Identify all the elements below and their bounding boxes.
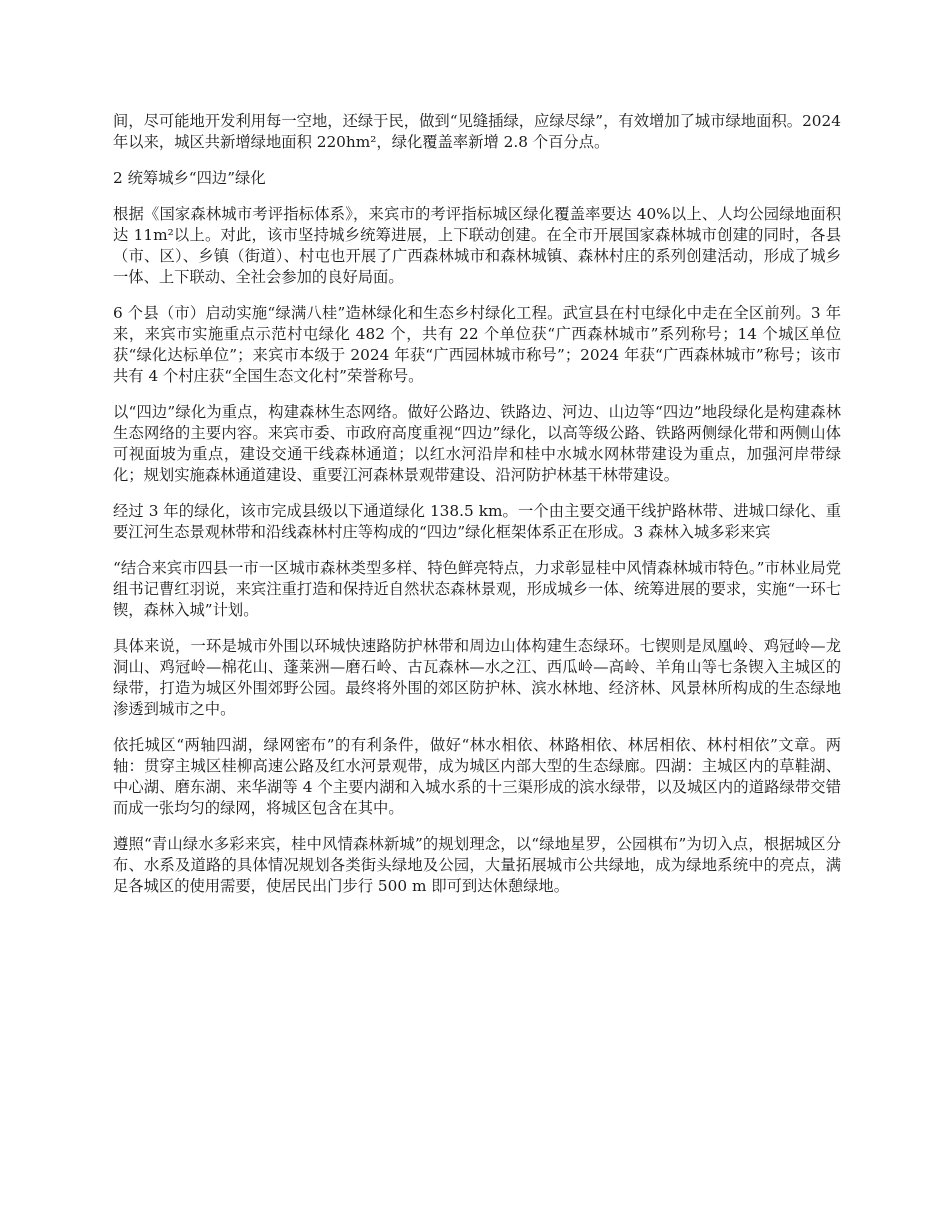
section-heading-urban-rural-greening: 2 统筹城乡“四边”绿化 bbox=[113, 169, 266, 187]
paragraph-intro-continuation: 间，尽可能地开发利用每一空地，还绿于民，做到“见缝插绿，应绿尽绿”，有效增加了城市绿地面积。2024 年以来，城区共新增绿地面积 220hm²，绿化覆盖率新增 2.8 个百分点。 bbox=[113, 112, 841, 151]
paragraph-ring-wedges: 具体来说，一环是城市外围以环城快速路防护林带和周边山体构建生态绿环。七锲则是凤凰岭、鸡冠岭—龙洞山、鸡冠岭—棉花山、蓬莱洲—磨石岭、古瓦森林—水之江、西瓜岭—高岭、羊角山等七条锲入主城区的绿带，打造为城区外围郊野公园。最终将外围的郊区防护林、滨水林地、经济林、风景林所构成的生态绿地渗透到城市之中。 bbox=[113, 637, 841, 718]
paragraph-green-space-planning: 遵照“青山绿水多彩来宾，桂中风情森林新城”的规划理念，以“绿地星罗，公园棋布”为切入点，根据城区分布、水系及道路的具体情况规划各类街头绿地及公园，大量拓展城市公共绿地，成为绿地系统中的亮点，满足各城区的使用需要，使居民出门步行 500 m 即可到达休憩绿地。 bbox=[113, 835, 841, 895]
document-page bbox=[113, 111, 841, 912]
paragraph-evaluation-criteria: 根据《国家森林城市考评指标体系》，来宾市的考评指标城区绿化覆盖率要达 40%以上、人均公园绿地面积达 11m²以上。对此，该市坚持城乡统筹进展，上下联动创建。在全市开展国家森林城市创建的同时，各县（市、区）、乡镇（街道）、村屯也开展了广西森林城市和森林城镇、森林村庄的系列创建活动，形成了城乡一体、上下联动、全社会参加的良好局面。 bbox=[113, 205, 841, 286]
paragraph-two-axes-four-lakes: 依托城区“两轴四湖，绿网密布”的有利条件，做好“林水相依、林路相依、林居相依、林村相依”文章。两轴：贯穿主城区桂柳高速公路及红水河景观带，成为城区内部大型的生态绿廊。四湖：主城区内的草鞋湖、中心湖、磨东湖、来华湖等 4 个主要内湖和入城水系的十三渠形成的滨水绿带，以及城区内的道路绿带交错而成一张均匀的绿网，将城区包含在其中。 bbox=[113, 736, 841, 817]
paragraph-four-sides-network: 以“四边”绿化为重点，构建森林生态网络。做好公路边、铁路边、河边、山边等“四边”地段绿化是构建森林生态网络的主要内容。来宾市委、市政府高度重视“四边”绿化，以高等级公路、铁路两侧绿化带和两侧山体可视面坡为重点，建设交通干线森林通道；以红水河沿岸和桂中水城水网林带建设为重点，加强河岸带绿化；规划实施森林通道建设、重要江河森林景观带建设、沿河防护林基干林带建设。 bbox=[113, 403, 841, 484]
paragraph-forest-city-quote: “结合来宾市四县一市一区城市森林类型多样、特色鲜亮特点，力求彰显桂中风情森林城市特色。”市林业局党组书记曹红羽说，来宾注重打造和保持近自然状态森林景观，形成城乡一体、统筹进展的要求，实施“一环七锲，森林入城”计划。 bbox=[113, 559, 841, 619]
paragraph-channel-greening: 经过 3 年的绿化，该市完成县级以下通道绿化 138.5 km。一个由主要交通干线护路林带、进城口绿化、重要江河生态景观林带和沿线森林村庄等构成的“四边”绿化框架体系正在形成。3 森林入城多彩来宾 bbox=[113, 502, 841, 541]
paragraph-county-greening: 6 个县（市）启动实施“绿满八桂”造林绿化和生态乡村绿化工程。武宣县在村屯绿化中走在全区前列。3 年来，来宾市实施重点示范村屯绿化 482 个，共有 22 个单位获“广西森林城市”系列称号；14 个城区单位获“绿化达标单位”；来宾市本级于 2024 年获“广西园林城市称号”；2024 年获“广西森林城市”称号；该市共有 4 个村庄获“全国生态文化村”荣誉称号。 bbox=[113, 304, 841, 385]
